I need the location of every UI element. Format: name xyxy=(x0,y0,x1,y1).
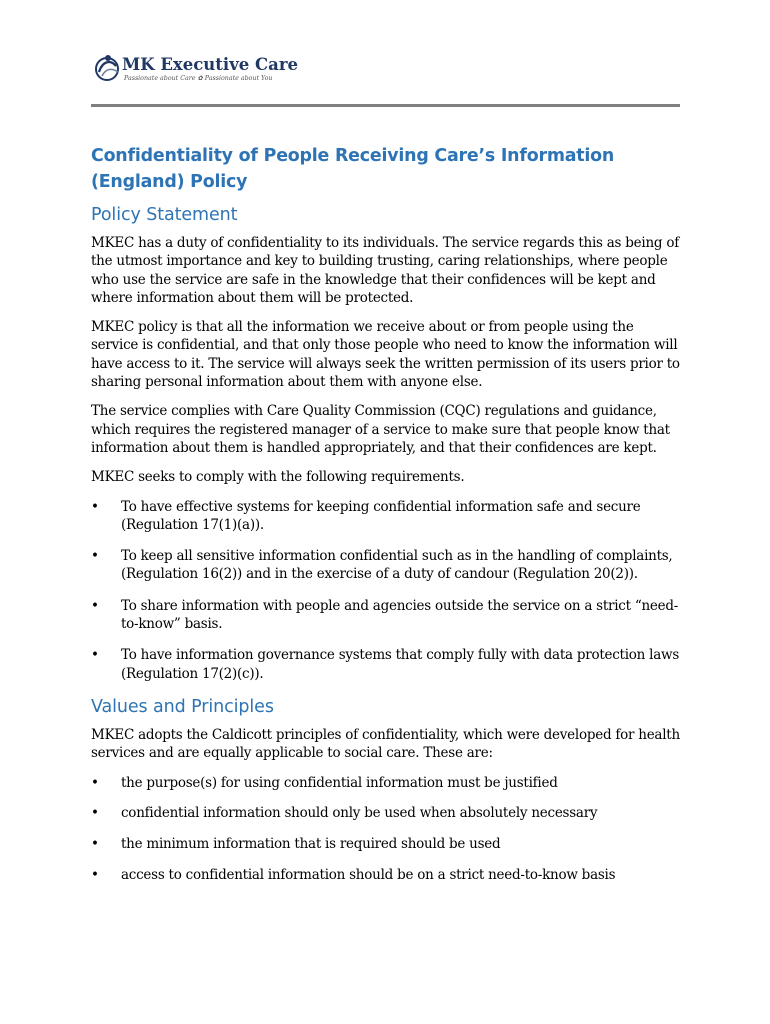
document-title: Confidentiality of People Receiving Care’s Information (England) Policy xyxy=(91,146,615,192)
bullet-icon: • xyxy=(91,548,99,565)
policy-paragraph: MKEC policy is that all the information we receive about or from people using the service is confidential, and that only those people who need to know the information will have access to it. The service will always seek the written permission of its users prior to sharing personal information about them with anyone else. xyxy=(91,319,680,391)
requirement-text: To have effective systems for keeping confidential information safe and secure (Regulation 17(1)(a)). xyxy=(121,498,641,533)
company-logo xyxy=(94,50,304,84)
logo-tagline: Passionate about Care ✿ Passionate about You xyxy=(124,75,273,82)
bullet-icon: • xyxy=(91,836,99,853)
principle-item xyxy=(91,804,683,822)
bullet-icon: • xyxy=(91,647,99,664)
principle-item xyxy=(91,866,683,884)
bullet-icon: • xyxy=(91,805,99,822)
bullet-icon: • xyxy=(91,498,99,515)
bullet-icon: • xyxy=(91,774,99,791)
values-paragraph: MKEC adopts the Caldicott principles of confidentiality, which were developed for health services and are equally applicable to social care. These are: xyxy=(91,726,680,762)
logo-emblem-icon xyxy=(96,55,118,80)
requirement-text: To share information with people and agencies outside the service on a strict “need-to-know” basis. xyxy=(121,597,679,633)
requirement-item xyxy=(91,646,683,683)
logo-graphic xyxy=(94,50,304,84)
logo-wordmark: MK Executive Care xyxy=(122,55,299,74)
requirement-item xyxy=(91,498,683,535)
policy-paragraph: The service complies with Care Quality Commission (CQC) regulations and guidance, which requires the registered manager of a service to make sure that people know that information about them is handled appropriately, and that their confidences are kept. xyxy=(91,403,670,456)
principle-text: the purpose(s) for using confidential information must be justified xyxy=(121,774,558,791)
bullet-icon: • xyxy=(91,597,99,614)
principle-text: access to confidential information should be on a strict need-to-know basis xyxy=(121,866,616,883)
principle-text: confidential information should only be used when absolutely necessary xyxy=(121,805,598,822)
requirement-item xyxy=(91,547,683,584)
principle-item xyxy=(91,835,683,853)
document-body xyxy=(91,143,683,897)
header-divider xyxy=(91,104,680,107)
section-heading-values-and-principles: Values and Principles xyxy=(91,696,274,717)
caldicott-principles-list xyxy=(91,774,683,885)
policy-paragraph: MKEC has a duty of confidentiality to its individuals. The service regards this as being of the utmost importance and key to building trusting, caring relationships, where people who use the service are safe in the knowledge that their confidences will be kept and where information about them will be protected. xyxy=(91,235,679,306)
bullet-icon: • xyxy=(91,866,99,883)
policy-paragraph: MKEC seeks to comply with the following requirements. xyxy=(91,469,465,486)
principle-item xyxy=(91,774,683,792)
section-heading-policy-statement: Policy Statement xyxy=(91,205,238,225)
requirements-list xyxy=(91,498,683,683)
principle-text: the minimum information that is required should be used xyxy=(121,836,501,853)
requirement-text: To have information governance systems that comply fully with data protection laws (Regulation 17(2)(c)). xyxy=(121,647,679,682)
requirement-text: To keep all sensitive information confidential such as in the handling of complaints, (Regulation 16(2)) and in the exercise of a duty of candour (Regulation 20(2)). xyxy=(121,548,673,583)
requirement-item xyxy=(91,597,683,634)
